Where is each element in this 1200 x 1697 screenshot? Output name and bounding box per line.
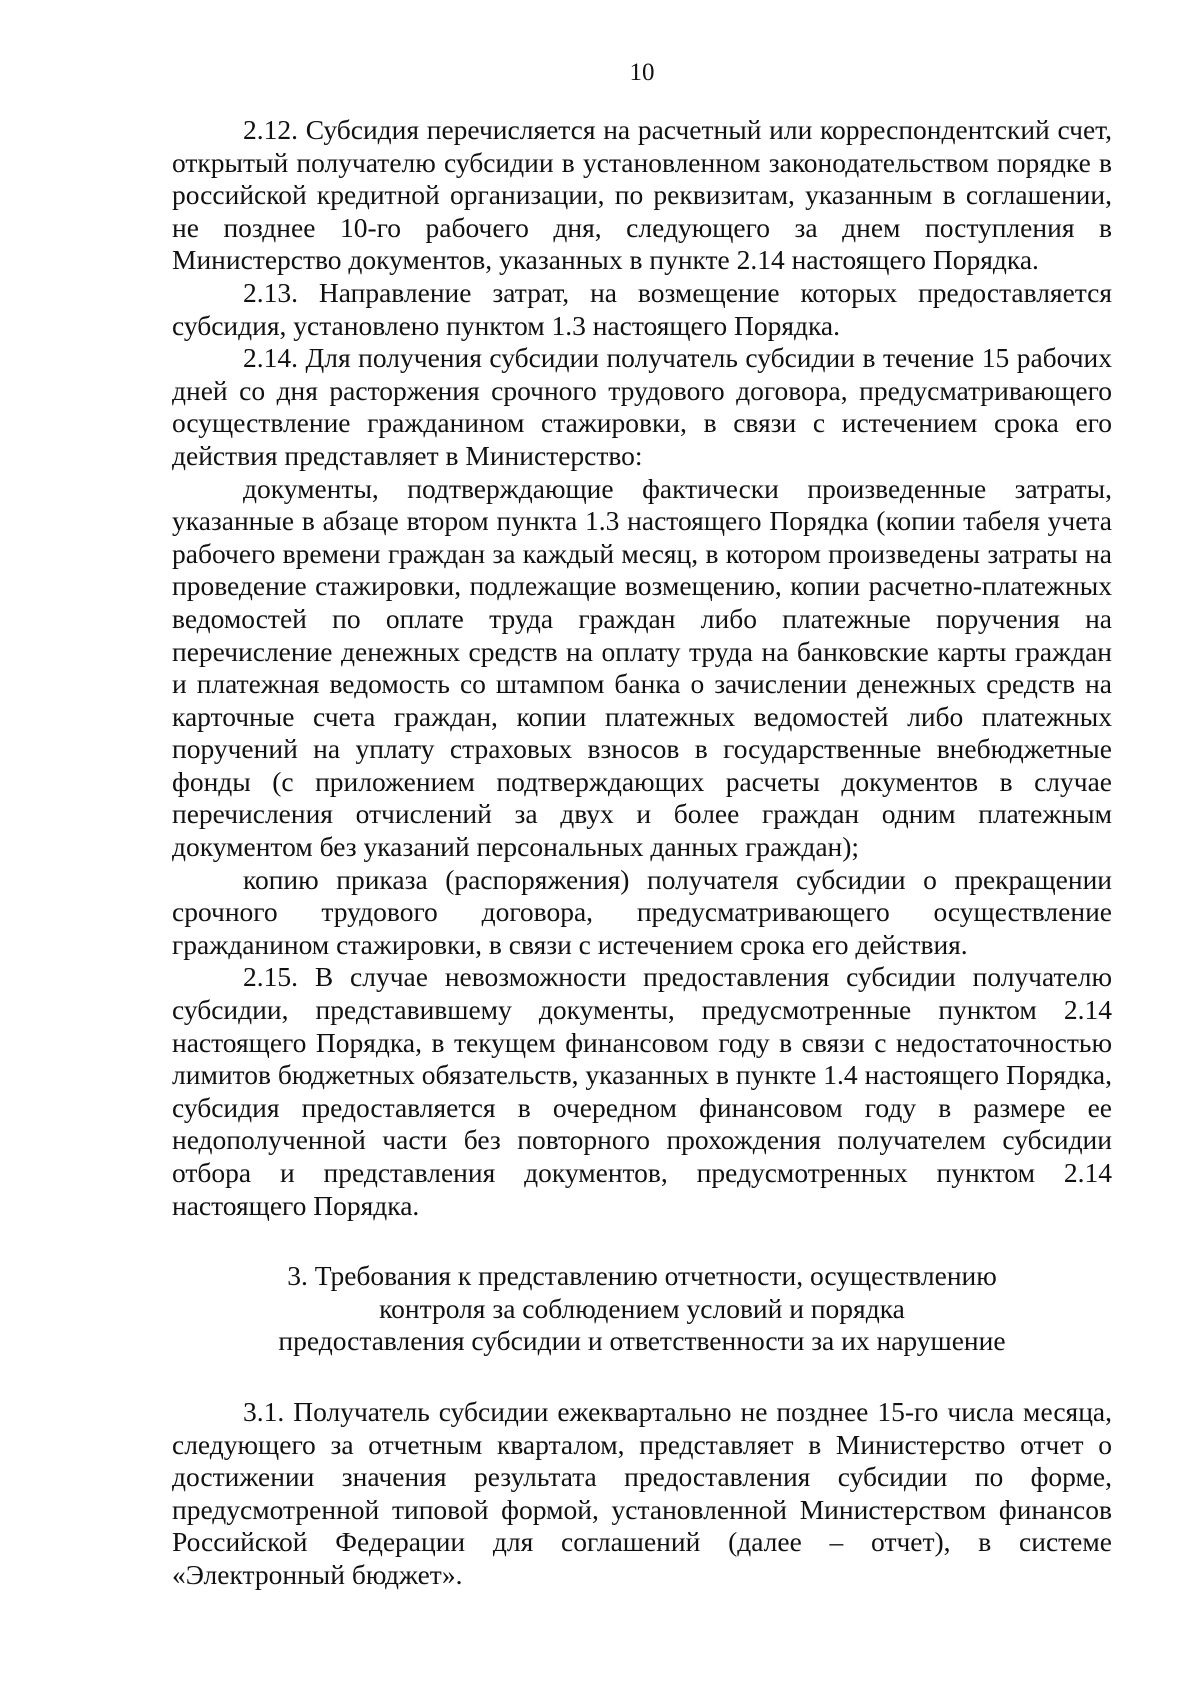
paragraph-2-13: 2.13. Направление затрат, на возмещение которых предоставляется субсидия, установлено пунктом 1.3 настоящего Порядка. [172,276,1112,341]
document-body [172,114,1112,1592]
paragraph-2-12: 2.12. Субсидия перечисляется на расчетный или корреспондентский счет, открытый получателю субсидии в установленном законодательством порядке в российской кредитной организации, по реквизитам, указанным в соглашении, не позднее 10-го рабочего дня, следующего за днем поступления в Министерство документов, указанных в пункте 2.14 настоящего Порядка. [172,114,1112,276]
page-number: 10 [629,59,655,86]
section-3-heading [172,1260,1112,1358]
paragraph-2-14-documents: документы, подтверждающие фактически произведенные затраты, указанные в абзаце втором пункта 1.3 настоящего Порядка (копии табеля учета рабочего времени граждан за каждый месяц, в котором произведены затраты на проведение стажировки, подлежащие возмещению, копии расчетно-платежных ведомостей по оплате труда граждан либо платежные поручения на перечисление денежных средств на оплату труда на банковские карты граждан и платежная ведомость со штампом банка о зачислении денежных средств на карточные счета граждан, копии платежных ведомостей либо платежных поручений на уплату страховых взносов в государственные внебюджетные фонды (с приложением подтверждающих расчеты документов в случае перечисления отчислений за двух и более граждан одним платежным документом без указаний персональных данных граждан); [172,472,1112,863]
paragraph-2-14: 2.14. Для получения субсидии получатель субсидии в течение 15 рабочих дней со дня расторжения срочного трудового договора, предусматривающего осуществление гражданином стажировки, в связи с истечением срока его действия представляет в Министерство: [172,342,1112,471]
section-heading-line: контроля за соблюдением условий и порядка [379,1292,905,1324]
section-heading-line: предоставления субсидии и ответственности за их нарушение [278,1325,1006,1357]
paragraph-3-1: 3.1. Получатель субсидии ежеквартально не позднее 15-го числа месяца, следующего за отчетным кварталом, представляет в Министерство отчет о достижении значения результата предоставления субсидии по форме, предусмотренной типовой формой, установленной Министерством финансов Российской Федерации для соглашений (далее – отчет), в системе «Электронный бюджет». [172,1395,1112,1590]
paragraph-2-14-order-copy: копию приказа (распоряжения) получателя субсидии о прекращении срочного трудового договора, предусматривающего осуществление гражданином стажировки, в связи с истечением срока его действия. [172,863,1112,960]
document-page [172,0,1112,1697]
section-heading-line: 3. Требования к представлению отчетности, осуществлению [287,1260,997,1292]
paragraph-2-15: 2.15. В случае невозможности предоставления субсидии получателю субсидии, представившему документы, предусмотренные пунктом 2.14 настоящего Порядка, в текущем финансовом году в связи с недостаточностью лимитов бюджетных обязательств, указанных в пункте 1.4 настоящего Порядка, субсидия предоставляется в очередном финансовом году в размере ее недополученной части без повторного прохождения получателем субсидии отбора и представления документов, предусмотренных пунктом 2.14 настоящего Порядка. [172,961,1112,1221]
